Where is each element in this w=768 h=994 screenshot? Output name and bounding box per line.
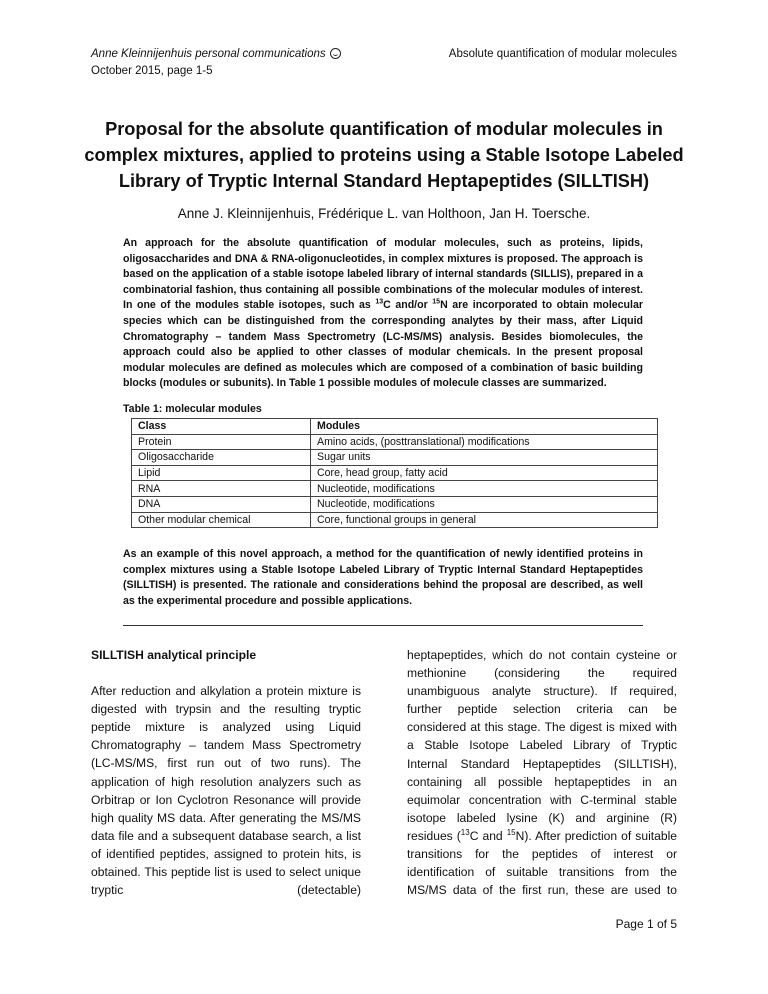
body-paragraph: After reduction and alkylation a protein mixture is digested with trypsin and the resulting tryptic peptide mixture is analyzed using Liquid Chromatography – tandem Mass Spectrometry (LC-MS/MS, first run out of two runs). The application of high resolution analyzers such as Orbitrap or Ion Cyclotron Resonance will provide high quality MS data. After generating the MS/MS data file and a subsequent database search, a list of identified peptides, assigned to protein hits, is obtained. This peptide list is used to select unique tryptic (detectable) (91, 684, 361, 898)
table-cell-modules: Nucleotide, modifications (311, 496, 658, 512)
table-cell-class: RNA (132, 481, 311, 497)
table-cell-class: Other modular chemical (132, 512, 311, 528)
body-column-left (91, 646, 361, 899)
abstract-sup-15: 15 (432, 298, 441, 306)
abstract-text-3: N are incorporated to obtain molecular species which can be distinguished from the corresponding analytes by their mass, after Liquid Chromatography – tandem Mass Spectrometry (LC-MS/MS) analysis. Besides biomolecules, the approach could also be applied to other classes of modular chemicals. In the present proposal modular molecules are defined as molecules which are composed of a combination of basic building blocks (modules or subunits). In Table 1 possible modules of molecule classes are summarized. (123, 299, 643, 390)
table-header-cell: Class (132, 419, 311, 435)
body-sup-15: 15 (506, 827, 516, 837)
author-list: Anne J. Kleinnijenhuis, Frédérique L. van Holthoon, Jan H. Toersche. (177, 206, 591, 221)
running-header-right: Absolute quantification of modular molecules (448, 48, 677, 60)
table-row (132, 496, 658, 512)
table-row (132, 450, 658, 466)
section-divider (123, 625, 643, 626)
body-paragraph (407, 646, 677, 899)
table-header-cell: Modules (311, 419, 658, 435)
page-number: Page 1 of 5 (615, 917, 677, 931)
body-text-3: N). After prediction of suitable transitions for the peptides of interest or identification of suitable transitions from the MS/MS data of the first run, these are used to (407, 828, 677, 898)
abstract-sup-13: 13 (375, 298, 384, 306)
table-row (132, 465, 658, 481)
table-cell-modules: Core, functional groups in general (311, 512, 658, 528)
smiley-icon (330, 48, 341, 59)
table-cell-class: DNA (132, 496, 311, 512)
header-author-note: Anne Kleinnijenhuis personal communications (91, 48, 326, 60)
table-cell-modules: Sugar units (311, 450, 658, 466)
abstract (123, 236, 643, 392)
table-cell-class: Lipid (132, 465, 311, 481)
table-row (132, 434, 658, 450)
table-row (132, 481, 658, 497)
modules-table (131, 418, 658, 528)
table-header-row (132, 419, 658, 435)
abstract-text-1: An approach for the absolute quantification of modular molecules, such as proteins, lipids, oligosaccharides and DNA & RNA-oligonucleotides, in complex mixtures is proposed. The approach is based on the application of a stable isotope labeled library of internal standards (SILLIS), prepared in a combinatorial fashion, thus containing all possible combinations of the molecular modules of interest. In one of the modules stable isotopes, such as (123, 237, 643, 312)
table-cell-modules: Nucleotide, modifications (311, 481, 658, 497)
section-heading: SILLTISH analytical principle (91, 648, 257, 662)
table-cell-class: Protein (132, 434, 311, 450)
table-row (132, 512, 658, 528)
abstract-text-2: C and/or (383, 299, 433, 312)
abstract-second-paragraph: As an example of this novel approach, a method for the quantification of newly identified proteins in complex mixtures using a Stable Isotope Labeled Library of Tryptic Internal Standard Heptapeptides (SILLTISH) is presented. The rationale and considerations behind the proposal are described, as well as the experimental procedure and possible applications. (123, 548, 643, 607)
running-header-left (91, 46, 341, 80)
table-cell-class: Oligosaccharide (132, 450, 311, 466)
table-caption: Table 1: molecular modules (123, 403, 262, 415)
body-text-2: C and (469, 828, 507, 843)
table-cell-modules: Amino acids, (posttranslational) modifications (311, 434, 658, 450)
table-cell-modules: Core, head group, fatty acid (311, 465, 658, 481)
paper-title: Proposal for the absolute quantification of modular molecules in complex mixtures, applied to proteins using a Stable Isotope Labeled Library of Tryptic Internal Standard Heptapeptides (SILLTISH) (84, 119, 684, 191)
body-column-right (407, 646, 677, 899)
body-text-1: heptapeptides, which do not contain cysteine or methionine (considering the required unambiguous analyte structure). If required, further peptide selection criteria can be considered at this stage. The digest is mixed with a Stable Isotope Labeled Library of Tryptic Internal Standard Heptapeptides (SILLTISH), containing all possible heptapeptides in an equimolar concentration with C-terminal stable isotope labeled lysine (K) and arginine (R) residues ( (407, 648, 677, 843)
body-sup-13: 13 (460, 827, 470, 837)
header-date: October 2015, page 1-5 (91, 65, 213, 77)
